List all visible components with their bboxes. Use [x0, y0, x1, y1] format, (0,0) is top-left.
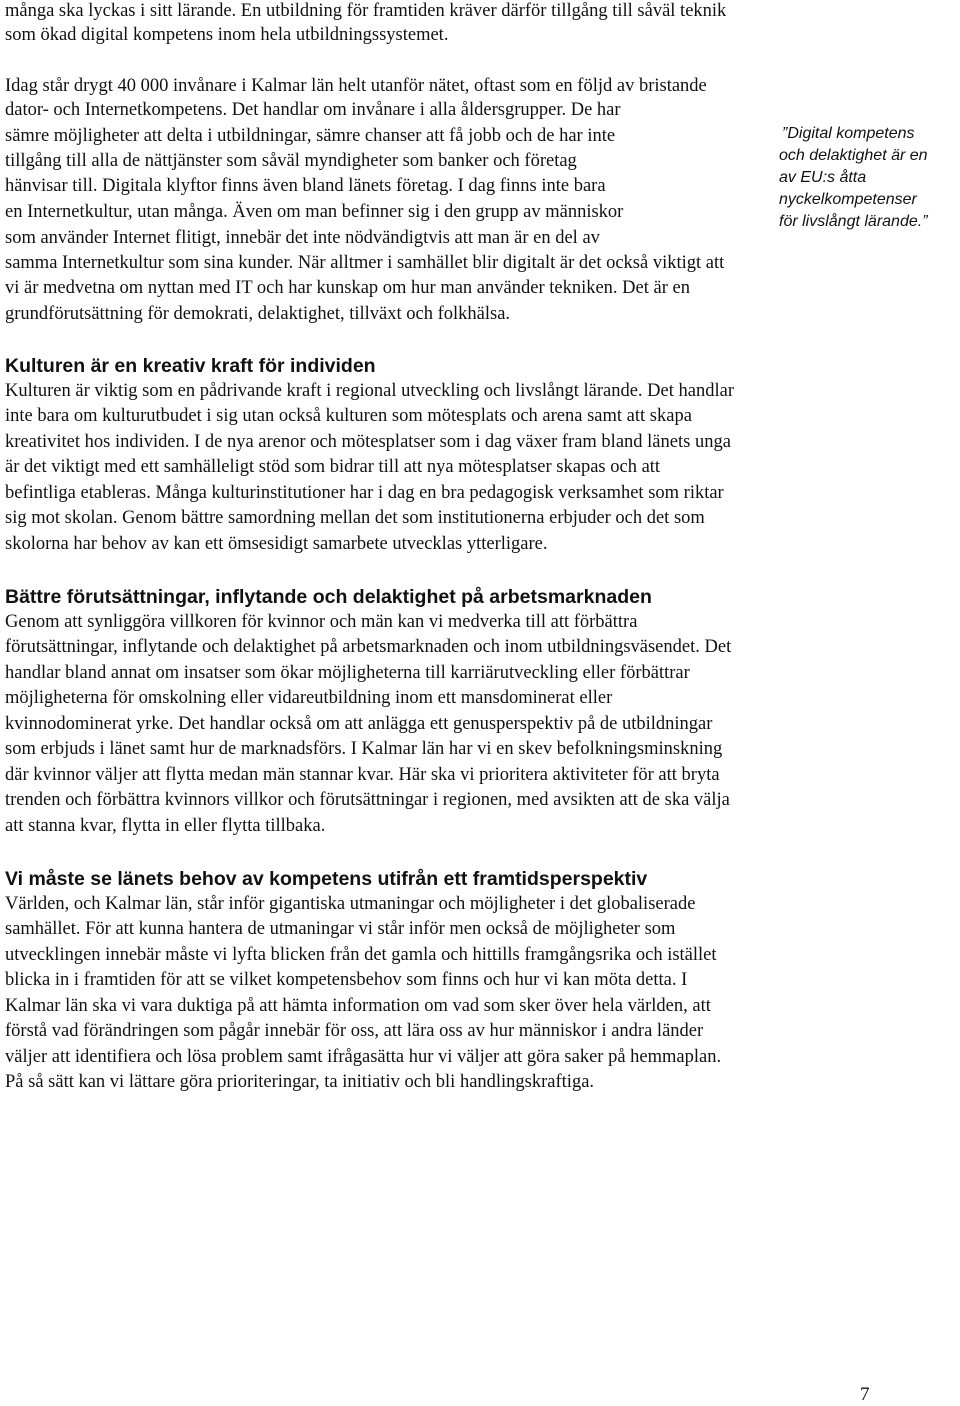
pull-quote-line: och delaktighet är en: [779, 147, 928, 164]
body-text-line: handlar bland annat om insatser som ökar möjligheterna till karriärutveckling eller förbättrar: [5, 663, 690, 683]
body-text-line: Världen, och Kalmar län, står inför gigantiska utmaningar och möjligheter i det globaliserade: [5, 894, 696, 914]
body-text-line: samhället. För att kunna hantera de utmaningar vi står inför men också de möjligheter som: [5, 919, 676, 939]
body-text-line: hänvisar till. Digitala klyftor finns även bland länets företag. I dag finns inte bara: [5, 176, 606, 196]
body-text-line: Idag står drygt 40 000 invånare i Kalmar län helt utanför nätet, oftast som en följd av bristande: [5, 76, 707, 96]
body-text-line: Genom att synliggöra villkoren för kvinnor och män kan vi medverka till att förbättra: [5, 612, 638, 632]
body-text-line: vi är medvetna om nyttan med IT och har kunskap om hur man använder tekniken. Det är en: [5, 278, 690, 298]
body-text-line: befintliga etableras. Många kulturinstitutioner har i dag en bra pedagogisk verksamhet som riktar: [5, 483, 724, 503]
body-text-line: att stanna kvar, flytta in eller flytta tillbaka.: [5, 816, 326, 836]
pull-quote-line: för livslångt lärande.”: [779, 213, 928, 230]
body-text-line: förutsättningar, inflytande och delaktighet på arbetsmarknaden och inom utbildningsväsendet. Det: [5, 637, 732, 657]
body-text-line: blicka in i framtiden för att se vilket kompetensbehov som finns och hur vi kan möta detta. I: [5, 970, 688, 990]
body-text-line: kvinnodominerat yrke. Det handlar också om att anlägga ett genusperspektiv på de utbildningar: [5, 714, 713, 734]
body-text-line: är det viktigt med ett samhälleligt stöd som bidrar till att nya mötesplatser skapas och att: [5, 457, 661, 477]
body-text-line: samma Internetkultur som sina kunder. När alltmer i samhället blir digitalt är det också viktigt att: [5, 253, 725, 273]
body-text-line: förstå vad förändringen som pågår innebär för oss, att lära oss av hur människor i andra länder: [5, 1021, 704, 1041]
body-text-line: som erbjuds i länet samt hur de marknadsförs. I Kalmar län har vi en skev befolkningsminskning: [5, 739, 723, 759]
body-text-line: dator- och Internetkompetens. Det handlar om invånare i alla åldersgrupper. De har: [5, 100, 621, 120]
section-heading: Kulturen är en kreativ kraft för individen: [5, 355, 376, 377]
pull-quote-line: av EU:s åtta: [779, 169, 867, 186]
body-text-line: många ska lyckas i sitt lärande. En utbildning för framtiden kräver därför tillgång till såväl teknik: [5, 1, 727, 21]
body-text-line: grundförutsättning för demokrati, delaktighet, tillväxt och folkhälsa.: [5, 304, 511, 324]
body-text-line: Kalmar län ska vi vara duktiga på att hämta information om vad som sker över hela världen, att: [5, 996, 711, 1016]
pull-quote-line: nyckelkompetenser: [779, 191, 917, 208]
pull-quote-line: ”Digital kompetens: [782, 125, 915, 142]
body-text-line: där kvinnor väljer att flytta medan män stannar kvar. Här ska vi prioritera aktiviteter för att bryta: [5, 765, 720, 785]
body-text-line: sämre möjligheter att delta i utbildningar, sämre chanser att få jobb och de har inte: [5, 126, 616, 146]
body-text-line: en Internetkultur, utan många. Även om man befinner sig i den grupp av människor: [5, 202, 624, 222]
body-text-line: kreativitet hos individen. I de nya arenor och mötesplatser som i dag växer fram bland länets unga: [5, 432, 731, 452]
section-heading: Bättre förutsättningar, inflytande och delaktighet på arbetsmarknaden: [5, 586, 652, 608]
body-text-line: Kulturen är viktig som en pådrivande kraft i regional utveckling och livslångt lärande. Det handlar: [5, 381, 734, 401]
body-text-line: utvecklingen innebär måste vi lyfta blicken från det gamla och hittills framgångsrika och istället: [5, 945, 717, 965]
body-text-line: skolorna har behov av kan ett ömsesidigt samarbete utvecklas ytterligare.: [5, 534, 548, 554]
page-number: 7: [860, 1384, 870, 1405]
section-heading: Vi måste se länets behov av kompetens utifrån ett framtidsperspektiv: [5, 868, 648, 890]
body-text-line: På så sätt kan vi lättare göra prioriteringar, ta initiativ och bli handlingskraftiga.: [5, 1072, 595, 1092]
body-text-line: som använder Internet flitigt, innebär det inte nödvändigtvis att man är en del av: [5, 228, 600, 248]
body-text-line: sig mot skolan. Genom bättre samordning mellan det som institutionerna erbjuder och det som: [5, 508, 705, 528]
body-text-line: trenden och förbättra kvinnors villkor och förutsättningar i regionen, med avsikten att de ska välja: [5, 790, 730, 810]
body-text-line: som ökad digital kompetens inom hela utbildningssystemet.: [5, 25, 449, 45]
body-text-line: möjligheterna för omskolning eller vidareutbildning inom ett mansdominerat eller: [5, 688, 613, 708]
body-text-line: väljer att identifiera och lösa problem samt ifrågasätta hur vi väljer att göra saker på hemmaplan.: [5, 1047, 722, 1067]
body-text-line: inte bara om kulturutbudet i sig utan också kulturen som mötesplats och arena samt att skapa: [5, 406, 692, 426]
body-text-line: tillgång till alla de nättjänster som såväl myndigheter som banker och företag: [5, 151, 577, 171]
